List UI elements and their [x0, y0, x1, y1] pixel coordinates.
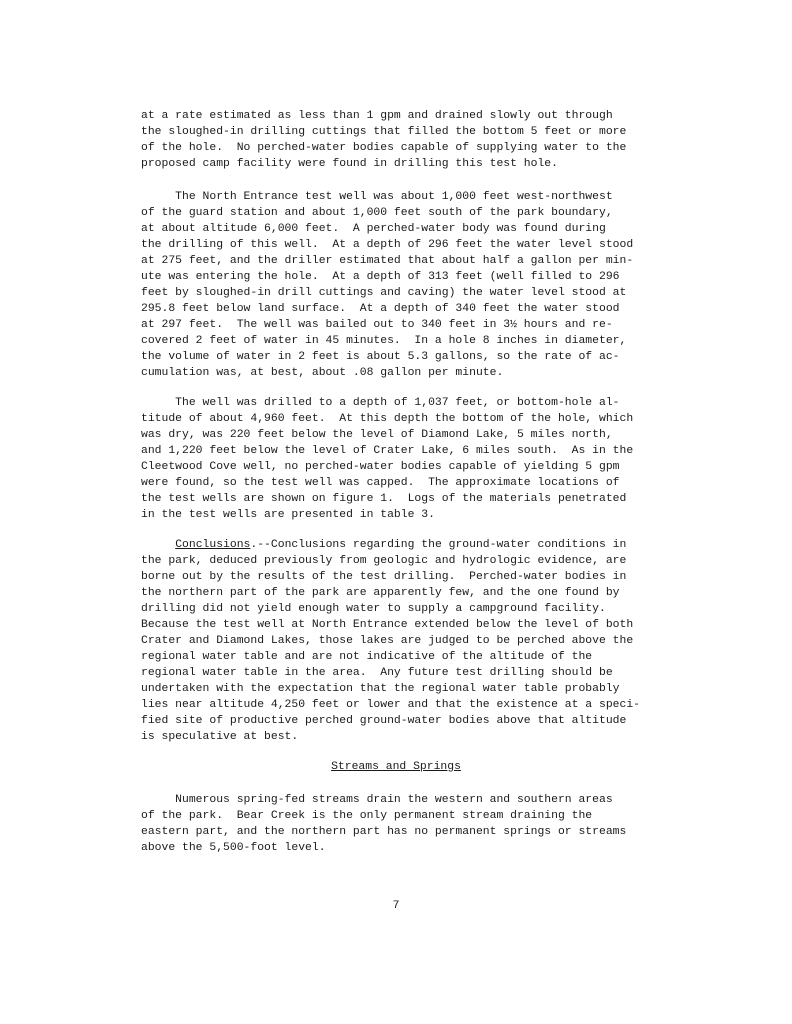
text-line: of the hole. No perched-water bodies capable of supplying water to the	[141, 142, 627, 154]
text-line: of the guard station and about 1,000 feet south of the park boundary,	[141, 207, 613, 219]
text-line: fied site of productive perched ground-water bodies above that altitude	[141, 715, 627, 727]
text-line: drilling did not yield enough water to supply a campground facility.	[141, 603, 606, 615]
text-line: cumulation was, at best, about .08 gallon per minute.	[141, 367, 504, 379]
text-line: the test wells are shown on figure 1. Logs of the materials penetrated	[141, 493, 627, 505]
text-line: ute was entering the hole. At a depth of 313 feet (well filled to 296	[141, 271, 620, 283]
text-line: Crater and Diamond Lakes, those lakes are judged to be perched above the	[141, 635, 634, 647]
text-line: at 275 feet, and the driller estimated that about half a gallon per min-	[141, 255, 634, 267]
text-line: the volume of water in 2 feet is about 5.3 gallons, so the rate of ac-	[141, 351, 620, 363]
text-line: the park, deduced previously from geologic and hydrologic evidence, are	[141, 555, 627, 567]
text-line: undertaken with the expectation that the regional water table probably	[141, 683, 620, 695]
section-heading: Streams and Springs	[331, 761, 461, 773]
text-line: covered 2 feet of water in 45 minutes. In a hole 8 inches in diameter,	[141, 335, 627, 347]
text-line: the sloughed-in drilling cuttings that filled the bottom 5 feet or more	[141, 126, 627, 138]
text-line: at about altitude 6,000 feet. A perched-water body was found during	[141, 223, 606, 235]
text-line: in the test wells are presented in table 3.	[141, 509, 435, 521]
text-line: and 1,220 feet below the level of Crater Lake, 6 miles south. As in the	[141, 445, 634, 457]
paragraph-3	[141, 395, 681, 523]
text-line: was dry, was 220 feet below the level of Diamond Lake, 5 miles north,	[141, 429, 613, 441]
text-line: The well was drilled to a depth of 1,037 feet, or bottom-hole al-	[141, 397, 620, 409]
text-line: eastern part, and the northern part has no permanent springs or streams	[141, 826, 627, 838]
page-number: 7	[392, 900, 400, 912]
conclusions-run-in-heading: Conclusions	[175, 539, 251, 551]
text-line: regional water table in the area. Any future test drilling should be	[141, 667, 613, 679]
text-line: of the park. Bear Creek is the only permanent stream draining the	[141, 810, 593, 822]
paragraph-2	[141, 189, 681, 381]
text-line: titude of about 4,960 feet. At this depth the bottom of the hole, which	[141, 413, 634, 425]
text-line: at a rate estimated as less than 1 gpm and drained slowly out through	[141, 110, 613, 122]
text-line: Numerous spring-fed streams drain the western and southern areas	[141, 794, 613, 806]
text-line: the northern part of the park are apparently few, and the one found by	[141, 587, 620, 599]
text-line-rest: .--Conclusions regarding the ground-water conditions in	[250, 539, 627, 551]
text-line: above the 5,500-foot level.	[141, 842, 326, 854]
text-line	[141, 537, 681, 553]
text-line: were found, so the test well was capped. The approximate locations of	[141, 477, 620, 489]
text-line: Because the test well at North Entrance extended below the level of both	[141, 619, 634, 631]
paragraph-4	[141, 537, 681, 745]
paragraph-1	[141, 108, 681, 172]
text-line: borne out by the results of the test drilling. Perched-water bodies in	[141, 571, 627, 583]
text-line: is speculative at best.	[141, 731, 299, 743]
text-line: regional water table and are not indicative of the altitude of the	[141, 651, 593, 663]
text-line: the drilling of this well. At a depth of 296 feet the water level stood	[141, 239, 634, 251]
text-line: feet by sloughed-in drill cuttings and caving) the water level stood at	[141, 287, 627, 299]
text-line: 295.8 feet below land surface. At a depth of 340 feet the water stood	[141, 303, 620, 315]
text-line: proposed camp facility were found in drilling this test hole.	[141, 158, 558, 170]
text-line: The North Entrance test well was about 1,000 feet west-northwest	[141, 191, 613, 203]
paragraph-5	[141, 792, 681, 856]
text-line: at 297 feet. The well was bailed out to 340 feet in 3½ hours and re-	[141, 319, 613, 331]
text-line: lies near altitude 4,250 feet or lower and that the existence at a speci-	[141, 699, 640, 711]
text-line: Cleetwood Cove well, no perched-water bodies capable of yielding 5 gpm	[141, 461, 620, 473]
paragraph-indent	[141, 539, 175, 551]
